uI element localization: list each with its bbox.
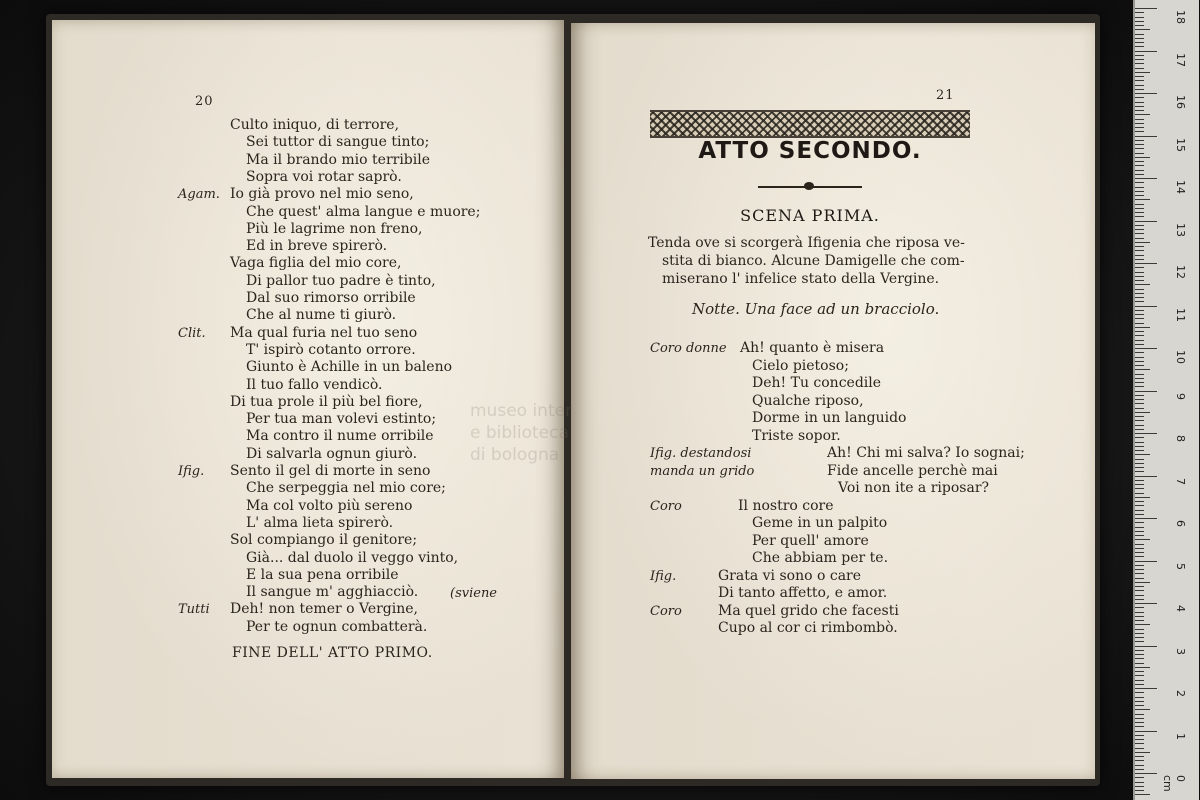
ruler-tick	[1135, 420, 1144, 421]
watermark-line: museo inter	[470, 401, 573, 421]
ruler-tick	[1135, 255, 1144, 256]
ruler-tick	[1135, 318, 1144, 319]
ruler-tick	[1135, 505, 1144, 506]
ruler-tick	[1135, 225, 1144, 226]
verse-line: Più le lagrime non freno,	[246, 220, 423, 237]
ruler-tick	[1135, 616, 1144, 617]
ruler-tick	[1135, 165, 1144, 166]
verse-line: Fide ancelle perchè mai	[827, 462, 998, 479]
ruler-tick	[1135, 403, 1144, 404]
ruler-tick	[1135, 242, 1150, 243]
ruler-tick	[1135, 714, 1144, 715]
ruler-tick	[1135, 480, 1144, 481]
ruler-tick	[1135, 123, 1144, 124]
ruler-tick	[1135, 259, 1144, 260]
verse-line: Che quest' alma langue e muore;	[246, 203, 481, 220]
ruler-tick	[1135, 667, 1150, 668]
ruler-tick	[1135, 539, 1150, 540]
ruler-tick	[1135, 148, 1144, 149]
verse-line: Sei tuttor di sangue tinto;	[246, 134, 430, 151]
ruler-tick	[1135, 182, 1144, 183]
verse-line: Triste sopor.	[752, 427, 841, 444]
ruler-tick	[1135, 637, 1144, 638]
ruler-tick	[1135, 250, 1144, 251]
verse-line: Ma il brando mio terribile	[246, 151, 431, 168]
ruler-tick	[1135, 297, 1144, 298]
ruler-tick	[1135, 80, 1144, 81]
ruler-tick	[1135, 726, 1144, 727]
ruler-tick	[1135, 229, 1144, 230]
speaker-label: Agam.	[178, 187, 220, 203]
watermark-line: e biblioteca	[470, 423, 569, 443]
ruler-tick	[1135, 578, 1144, 579]
verse-line: Ah! Chi mi salva? Io sognai;	[827, 445, 1025, 461]
verse-line: Dorme in un languido	[752, 410, 907, 426]
ruler-tick	[1135, 718, 1144, 719]
ruler-tick	[1135, 697, 1144, 698]
ruler-tick	[1135, 731, 1157, 732]
ruler-tick	[1135, 386, 1144, 387]
verse-line: Il sangue m' agghiacciò.	[246, 584, 419, 601]
ruler-tick	[1135, 484, 1144, 485]
ruler-tick	[1135, 701, 1144, 702]
verse-line: Giunto è Achille in un baleno	[246, 359, 453, 376]
ruler-tick	[1135, 709, 1150, 710]
verse-line: Sopra voi rotar saprò.	[246, 168, 402, 185]
ruler-tick	[1135, 195, 1144, 196]
ruler-tick	[1135, 8, 1157, 9]
ruler-tick	[1135, 612, 1144, 613]
ruler-tick	[1135, 59, 1144, 60]
verse-line: Vaga figlia del mio core,	[230, 255, 402, 272]
ruler-tick	[1135, 310, 1144, 311]
ruler-tick	[1135, 671, 1144, 672]
ruler-tick	[1135, 722, 1144, 723]
verse-line: Ed in breve spirerò.	[246, 238, 388, 255]
verse-line: Di tua prole il più bel fiore,	[230, 393, 423, 410]
speaker-label: Ifig. destandosi	[650, 446, 752, 461]
speaker-label: Ifig.	[178, 464, 205, 479]
ruler-tick	[1135, 361, 1144, 362]
left-page-number: 20	[195, 94, 214, 109]
ruler-number: 13	[1174, 222, 1187, 237]
ruler-tick	[1135, 280, 1144, 281]
ruler-tick	[1135, 586, 1144, 587]
ruler-number: 6	[1174, 520, 1187, 527]
ruler-tick	[1135, 378, 1144, 379]
verse-line: Già... dal duolo il veggo vinto,	[246, 549, 459, 566]
ruler-tick	[1135, 110, 1144, 111]
ruler-tick	[1135, 531, 1144, 532]
ruler-tick	[1135, 85, 1144, 86]
speaker-label: Ifig.	[650, 568, 677, 584]
ruler-tick	[1135, 97, 1144, 98]
ruler-number: 2	[1174, 690, 1187, 697]
night-note: Notte. Una face ad un bracciolo.	[692, 300, 940, 318]
verse-line: Voi non ite a riposar?	[838, 480, 990, 496]
ruler-tick	[1135, 208, 1144, 209]
verse-line: E la sua pena orribile	[246, 566, 399, 583]
verse-line: Di tanto affetto, e amor.	[718, 585, 888, 601]
ruler-tick	[1135, 450, 1144, 451]
speaker-label: Coro donne	[650, 341, 727, 356]
speaker-label: Tutti	[178, 602, 210, 618]
ruler-tick	[1135, 238, 1144, 239]
verse-line: Deh! non temer o Vergine,	[230, 601, 419, 618]
ruler-tick	[1135, 369, 1150, 370]
ruler-tick	[1135, 170, 1144, 171]
ruler-tick	[1135, 739, 1144, 740]
ruler-number: 15	[1174, 137, 1187, 152]
ruler-tick	[1135, 786, 1144, 787]
ruler-tick	[1135, 629, 1144, 630]
verse-line: Sento il gel di morte in seno	[230, 463, 431, 479]
ruler-tick	[1135, 782, 1144, 783]
verse-line: T' ispirò cotanto orrore.	[246, 341, 416, 358]
ruler-number: 18	[1174, 10, 1187, 24]
ruler-tick	[1135, 497, 1150, 498]
verse-line: Deh! Tu concedile	[752, 375, 882, 391]
speaker-label: Coro	[650, 498, 682, 514]
ruler-tick	[1135, 743, 1144, 744]
verse-line: Io già provo nel mio seno,	[230, 186, 414, 203]
verse-line: Che al nume ti giurò.	[246, 307, 397, 324]
ruler-tick	[1135, 590, 1144, 591]
ruler-tick	[1135, 246, 1144, 247]
ruler-tick	[1135, 471, 1144, 472]
ruler-tick	[1135, 306, 1157, 307]
ruler-tick	[1135, 658, 1144, 659]
scene-description-line: miserano l' infelice stato della Vergine.	[662, 271, 940, 287]
ruler-number: 12	[1174, 265, 1187, 279]
ruler-tick	[1135, 263, 1157, 264]
verse-line: Il tuo fallo vendicò.	[246, 376, 383, 393]
scene-description-line: Tenda ove si scorgerà Ifigenia che riposa ve-	[648, 235, 965, 251]
ruler-tick	[1135, 773, 1157, 774]
ruler-tick	[1135, 463, 1144, 464]
ruler-tick	[1135, 144, 1144, 145]
ruler-tick	[1135, 692, 1144, 693]
watermark	[470, 400, 572, 466]
ruler-tick	[1135, 42, 1144, 43]
ruler-tick	[1135, 777, 1144, 778]
ruler-number: 17	[1174, 52, 1187, 67]
ruler-tick	[1135, 650, 1144, 651]
ruler-tick	[1135, 216, 1144, 217]
ruler-tick	[1135, 433, 1157, 434]
ruler-tick	[1135, 348, 1157, 349]
ruler-tick	[1135, 675, 1144, 676]
ruler-tick	[1135, 212, 1144, 213]
ruler-tick	[1135, 119, 1144, 120]
ruler-tick	[1135, 493, 1144, 494]
verse-line: Geme in un palpito	[752, 515, 888, 531]
ruler-tick	[1135, 272, 1144, 273]
ruler-tick	[1135, 323, 1144, 324]
ruler-number: 7	[1174, 477, 1187, 485]
ruler-tick	[1135, 442, 1144, 443]
ruler-number: 1	[1174, 732, 1187, 740]
ruler-tick	[1135, 174, 1144, 175]
verse-line: Di salvarla ognun giurò.	[246, 445, 418, 462]
ruler-tick	[1135, 153, 1144, 154]
ruler-tick	[1135, 131, 1144, 132]
ruler-tick	[1135, 127, 1144, 128]
divider-ornament-icon	[804, 182, 814, 190]
ruler-tick	[1135, 535, 1144, 536]
ruler-tick	[1135, 284, 1150, 285]
ruler-tick	[1135, 607, 1144, 608]
ruler-tick	[1135, 752, 1150, 753]
ruler-tick	[1135, 748, 1144, 749]
ruler-tick	[1135, 21, 1144, 22]
ruler-tick	[1135, 416, 1144, 417]
ruler-tick	[1135, 522, 1144, 523]
ruler-tick	[1135, 794, 1150, 795]
ruler-number: 10	[1174, 350, 1187, 364]
ruler-number: 16	[1174, 95, 1187, 109]
speaker-label: Coro	[650, 603, 682, 619]
ruler-tick	[1135, 34, 1144, 35]
verse-line: Ma qual furia nel tuo seno	[230, 324, 418, 341]
ruler-tick	[1135, 178, 1157, 179]
ruler-tick	[1135, 382, 1144, 383]
verse-line: Per quell' amore	[752, 532, 869, 549]
ruler-tick	[1135, 12, 1144, 13]
ruler-tick	[1135, 344, 1144, 345]
ruler-tick	[1135, 374, 1144, 375]
ruler-tick	[1135, 705, 1144, 706]
ruler-tick	[1135, 548, 1144, 549]
ruler-tick	[1135, 136, 1157, 137]
ruler-tick	[1135, 654, 1144, 655]
ruler-tick	[1135, 641, 1144, 642]
scene-description-line: stita di bianco. Alcune Damigelle che com-	[662, 253, 965, 269]
ruler-tick	[1135, 544, 1144, 545]
ruler-tick	[1135, 688, 1157, 689]
measurement-ruler	[1133, 0, 1199, 800]
ruler-tick	[1135, 646, 1157, 647]
ruler-tick	[1135, 335, 1144, 336]
ruler-tick	[1135, 267, 1144, 268]
ruler-tick	[1135, 106, 1144, 107]
ruler-tick	[1135, 357, 1144, 358]
ruler-number: 3	[1174, 647, 1187, 655]
ruler-tick	[1135, 93, 1157, 94]
ruler-number: 5	[1174, 562, 1187, 570]
ruler-tick	[1135, 68, 1144, 69]
ruler-tick	[1135, 561, 1157, 562]
act-title: ATTO SECONDO.	[698, 138, 922, 164]
ruler-tick	[1135, 301, 1144, 302]
ruler-tick	[1135, 633, 1144, 634]
ruler-tick	[1135, 276, 1144, 277]
verse-line: Culto iniquo, di terrore,	[230, 117, 400, 133]
verse-line: Cielo pietoso;	[752, 357, 849, 374]
ruler-tick	[1135, 663, 1144, 664]
verse-line: Ah! quanto è misera	[740, 340, 885, 356]
verse-line: Ma contro il nume orribile	[246, 428, 434, 445]
right-page-number: 21	[936, 88, 955, 103]
ruler-tick	[1135, 157, 1150, 158]
verse-line: Che serpeggia nel mio core;	[246, 480, 446, 497]
ruler-tick	[1135, 17, 1144, 18]
ruler-tick	[1135, 488, 1144, 489]
ruler-tick	[1135, 624, 1150, 625]
ruler-tick	[1135, 408, 1144, 409]
ruler-tick	[1135, 446, 1144, 447]
ruler-tick	[1135, 510, 1144, 511]
ruler-tick	[1135, 735, 1144, 736]
ruler-number: 8	[1174, 435, 1187, 442]
ruler-tick	[1135, 501, 1144, 502]
ruler-tick	[1135, 314, 1144, 315]
verse-line: Ma quel grido che facesti	[718, 602, 899, 619]
ruler-tick	[1135, 518, 1157, 519]
ruler-tick	[1135, 556, 1144, 557]
ruler-tick	[1135, 620, 1144, 621]
verse-line: Dal suo rimorso orribile	[246, 290, 416, 306]
ruler-tick	[1135, 565, 1144, 566]
ruler-tick	[1135, 412, 1150, 413]
verse-line: Il nostro core	[738, 497, 834, 514]
ruler-tick	[1135, 599, 1144, 600]
ruler-tick	[1135, 552, 1144, 553]
ruler-tick	[1135, 391, 1157, 392]
ruler-tick	[1135, 55, 1144, 56]
ruler-tick	[1135, 476, 1157, 477]
ruler-tick	[1135, 595, 1144, 596]
ruler-tick	[1135, 51, 1157, 52]
ruler-tick	[1135, 102, 1144, 103]
verse-line: Che abbiam per te.	[752, 550, 889, 566]
verse-line: Cupo al cor ci rimbombò.	[718, 620, 898, 636]
ruler-tick	[1135, 89, 1144, 90]
ruler-tick	[1135, 769, 1144, 770]
ruler-tick	[1135, 760, 1144, 761]
ruler-tick	[1135, 765, 1144, 766]
ruler-tick	[1135, 191, 1144, 192]
ruler-tick	[1135, 72, 1150, 73]
ruler-tick	[1135, 527, 1144, 528]
ruler-tick	[1135, 569, 1144, 570]
ruler-tick	[1135, 187, 1144, 188]
verse-line: Qualche riposo,	[752, 392, 864, 409]
ruler-tick	[1135, 429, 1144, 430]
ruler-tick	[1135, 114, 1150, 115]
ruler-tick	[1135, 340, 1144, 341]
ruler-tick	[1135, 756, 1144, 757]
watermark-line: di bologna	[470, 445, 560, 465]
ruler-tick	[1135, 140, 1144, 141]
ruler-tick	[1135, 680, 1144, 681]
scene-title: SCENA PRIMA.	[740, 206, 880, 225]
ruler-tick	[1135, 790, 1144, 791]
speaker-label: manda un grido	[650, 463, 755, 479]
ruler-tick	[1135, 293, 1144, 294]
ruler-tick	[1135, 352, 1144, 353]
ruler-tick	[1135, 437, 1144, 438]
stage-direction: (sviene	[450, 586, 498, 601]
verse-line: Sol compiango il genitore;	[230, 532, 418, 549]
ruler-tick	[1135, 76, 1144, 77]
ruler-tick	[1135, 327, 1150, 328]
ruler-number: 4	[1174, 605, 1187, 612]
ruler-tick	[1135, 425, 1144, 426]
ruler-tick	[1135, 459, 1144, 460]
verse-line: Per tua man volevi estinto;	[246, 411, 437, 428]
speaker-label: Clit.	[178, 325, 206, 341]
ruler-number: 11	[1174, 307, 1187, 322]
ruler-number: 0 cm	[1161, 775, 1187, 792]
verse-line: Ma col volto più sereno	[246, 497, 413, 514]
ruler-tick	[1135, 161, 1144, 162]
ruler-tick	[1135, 514, 1144, 515]
verse-line: Di pallor tuo padre è tinto,	[246, 272, 436, 289]
ruler-tick	[1135, 573, 1144, 574]
ruler-tick	[1135, 365, 1144, 366]
ruler-tick	[1135, 199, 1150, 200]
verse-line: L' alma lieta spirerò.	[246, 514, 394, 531]
ruler-tick	[1135, 29, 1150, 30]
ruler-tick	[1135, 467, 1144, 468]
ruler-tick	[1135, 204, 1144, 205]
verse-line: Per te ognun combatterà.	[246, 618, 428, 635]
ruler-tick	[1135, 221, 1157, 222]
end-of-act-line: FINE DELL' ATTO PRIMO.	[232, 645, 433, 661]
ruler-tick	[1135, 46, 1144, 47]
ruler-tick	[1135, 63, 1144, 64]
ruler-tick	[1135, 25, 1144, 26]
verse-line: Grata vi sono o care	[718, 567, 862, 584]
ruler-tick	[1135, 603, 1157, 604]
ruler-tick	[1135, 289, 1144, 290]
decorative-border-ornament	[650, 110, 970, 138]
ruler-tick	[1135, 399, 1144, 400]
ruler-tick	[1135, 233, 1144, 234]
ruler-tick	[1135, 684, 1144, 685]
ruler-tick	[1135, 38, 1144, 39]
ruler-tick	[1135, 395, 1144, 396]
ruler-number: 9	[1174, 392, 1187, 400]
ruler-tick	[1135, 454, 1150, 455]
ruler-tick	[1135, 582, 1150, 583]
ruler-tick	[1135, 331, 1144, 332]
ruler-number: 14	[1174, 180, 1187, 194]
